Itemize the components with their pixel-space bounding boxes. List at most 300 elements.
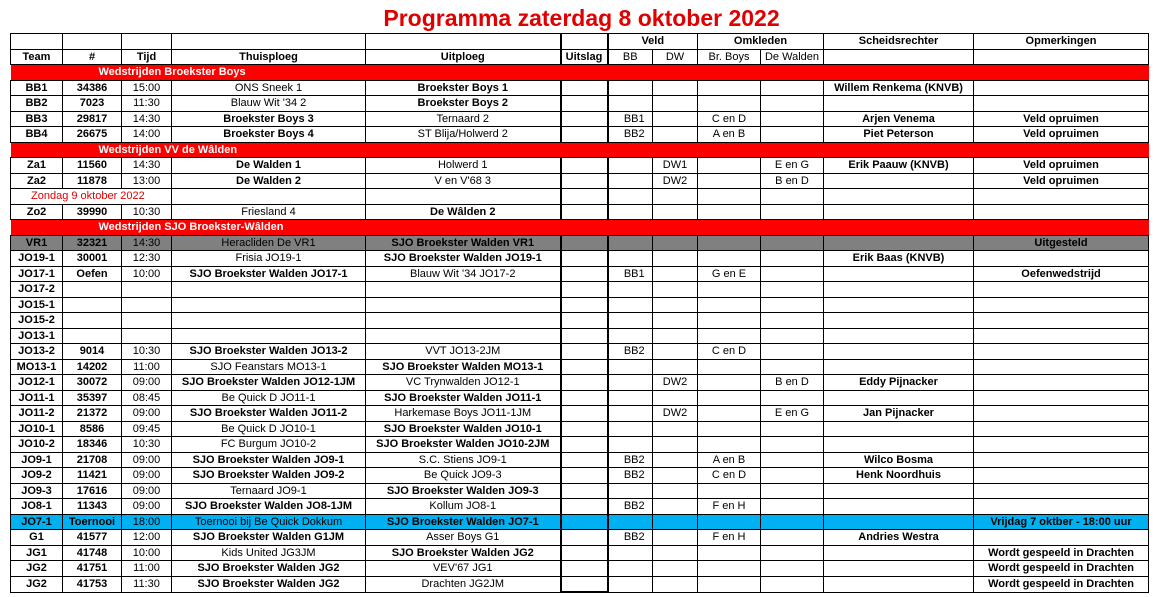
br-boys-cell <box>698 561 761 577</box>
bb-cell <box>608 483 653 499</box>
br-boys-cell: A en B <box>698 127 761 143</box>
referee-cell <box>824 344 974 360</box>
nr-cell: 21372 <box>63 406 122 422</box>
uitslag-cell <box>561 530 608 546</box>
dw-cell <box>653 297 698 313</box>
table-row <box>11 561 1149 577</box>
bb-cell <box>608 173 653 189</box>
team-cell: BB4 <box>11 127 63 143</box>
team-cell: JO9-3 <box>11 483 63 499</box>
uitslag-cell <box>561 251 608 267</box>
br-boys-cell <box>698 437 761 453</box>
table-row <box>11 375 1149 391</box>
col-thuisploeg: Thuisploeg <box>172 49 366 65</box>
home-team-cell: Toernooi bij Be Quick Dokkum <box>172 514 366 530</box>
referee-cell: Erik Baas (KNVB) <box>824 251 974 267</box>
uitslag-cell <box>561 282 608 298</box>
team-cell: JO19-1 <box>11 251 63 267</box>
nr-cell: 34386 <box>63 80 122 96</box>
referee-cell: Henk Noordhuis <box>824 468 974 484</box>
away-team-cell: Harkemase Boys JO11-1JM <box>366 406 561 422</box>
team-cell: JO12-1 <box>11 375 63 391</box>
bb-cell <box>608 514 653 530</box>
br-boys-cell <box>698 514 761 530</box>
br-boys-cell <box>698 204 761 220</box>
time-cell: 09:00 <box>122 452 172 468</box>
de-walden-cell: B en D <box>761 375 824 391</box>
de-walden-cell <box>761 204 824 220</box>
team-cell: Zo2 <box>11 204 63 220</box>
team-cell: JG2 <box>11 576 63 592</box>
note-cell <box>974 96 1149 112</box>
time-cell: 09:45 <box>122 421 172 437</box>
bb-cell: BB1 <box>608 266 653 282</box>
referee-cell <box>824 576 974 592</box>
bb-cell <box>608 235 653 251</box>
note-cell: Wordt gespeeld in Drachten <box>974 561 1149 577</box>
time-cell: 14:30 <box>122 158 172 174</box>
dw-cell: DW2 <box>653 173 698 189</box>
referee-cell <box>824 437 974 453</box>
home-team-cell <box>172 313 366 329</box>
away-team-cell: Asser Boys G1 <box>366 530 561 546</box>
nr-cell: 29817 <box>63 111 122 127</box>
br-boys-cell: F en H <box>698 530 761 546</box>
home-team-cell: De Walden 2 <box>172 173 366 189</box>
note-cell <box>974 421 1149 437</box>
away-team-cell: SJO Broekster Walden JO10-2JM <box>366 437 561 453</box>
dw-cell <box>653 344 698 360</box>
br-boys-cell <box>698 576 761 592</box>
team-cell: JG2 <box>11 561 63 577</box>
bb-cell <box>608 375 653 391</box>
nr-cell <box>63 313 122 329</box>
note-cell <box>974 328 1149 344</box>
away-team-cell <box>366 328 561 344</box>
referee-cell: Piet Peterson <box>824 127 974 143</box>
bb-cell <box>608 561 653 577</box>
team-cell: VR1 <box>11 235 63 251</box>
uitslag-cell <box>561 499 608 515</box>
time-cell: 11:30 <box>122 576 172 592</box>
bb-cell <box>608 297 653 313</box>
time-cell: 10:30 <box>122 437 172 453</box>
referee-cell <box>824 235 974 251</box>
empty-cell <box>172 189 366 205</box>
omkleden-header: Omkleden <box>698 34 824 50</box>
uitslag-cell <box>561 80 608 96</box>
referee-cell <box>824 390 974 406</box>
nr-cell: 8586 <box>63 421 122 437</box>
nr-cell: 30001 <box>63 251 122 267</box>
table-row <box>11 282 1149 298</box>
bb-cell <box>608 359 653 375</box>
de-walden-cell <box>761 251 824 267</box>
nr-cell <box>63 328 122 344</box>
team-cell: JO17-1 <box>11 266 63 282</box>
home-team-cell: SJO Broekster Walden JO11-2 <box>172 406 366 422</box>
de-walden-cell <box>761 499 824 515</box>
dw-cell <box>653 204 698 220</box>
away-team-cell <box>366 282 561 298</box>
away-team-cell: Broekster Boys 2 <box>366 96 561 112</box>
away-team-cell: Holwerd 1 <box>366 158 561 174</box>
section-title: Wedstrijden SJO Broekster-Wâlden <box>11 220 1149 236</box>
dw-cell <box>653 313 698 329</box>
time-cell: 08:45 <box>122 390 172 406</box>
team-cell: JO13-2 <box>11 344 63 360</box>
br-boys-cell <box>698 297 761 313</box>
nr-cell: 41577 <box>63 530 122 546</box>
empty-cell <box>608 189 653 205</box>
empty-cell <box>653 189 698 205</box>
br-boys-cell <box>698 545 761 561</box>
time-cell: 11:00 <box>122 359 172 375</box>
uitslag-cell <box>561 375 608 391</box>
de-walden-cell <box>761 235 824 251</box>
time-cell <box>122 313 172 329</box>
time-cell: 12:00 <box>122 530 172 546</box>
table-row <box>11 437 1149 453</box>
section-header-row <box>11 142 1149 158</box>
team-cell: BB1 <box>11 80 63 96</box>
away-team-cell: SJO Broekster Walden JO11-1 <box>366 390 561 406</box>
uitslag-cell <box>561 468 608 484</box>
bb-cell: BB2 <box>608 468 653 484</box>
dw-cell <box>653 328 698 344</box>
section-header-row <box>11 220 1149 236</box>
referee-cell <box>824 545 974 561</box>
empty-cell <box>561 189 608 205</box>
time-cell: 14:30 <box>122 111 172 127</box>
dw-cell <box>653 359 698 375</box>
section-title: Wedstrijden VV de Wâlden <box>11 142 1149 158</box>
table-row <box>11 390 1149 406</box>
br-boys-cell <box>698 282 761 298</box>
br-boys-cell <box>698 235 761 251</box>
note-cell <box>974 452 1149 468</box>
referee-cell: Willem Renkema (KNVB) <box>824 80 974 96</box>
nr-cell: 11343 <box>63 499 122 515</box>
br-boys-cell: F en H <box>698 499 761 515</box>
table-row <box>11 96 1149 112</box>
table-row <box>11 297 1149 313</box>
uitslag-cell <box>561 421 608 437</box>
bb-cell: BB1 <box>608 111 653 127</box>
time-cell: 09:00 <box>122 483 172 499</box>
time-cell: 10:00 <box>122 266 172 282</box>
dw-cell <box>653 111 698 127</box>
team-cell: Za1 <box>11 158 63 174</box>
de-walden-cell <box>761 514 824 530</box>
br-boys-cell: C en D <box>698 111 761 127</box>
section-title: Wedstrijden Broekster Boys <box>11 65 1149 81</box>
table-row <box>11 483 1149 499</box>
empty-cell <box>974 189 1149 205</box>
home-team-cell: SJO Broekster Walden JO8-1JM <box>172 499 366 515</box>
time-cell: 18:00 <box>122 514 172 530</box>
nr-cell: 11560 <box>63 158 122 174</box>
away-team-cell: ST Blija/Holwerd 2 <box>366 127 561 143</box>
referee-cell: Andries Westra <box>824 530 974 546</box>
br-boys-cell <box>698 158 761 174</box>
team-cell: JO7-1 <box>11 514 63 530</box>
col-dw: DW <box>653 49 698 65</box>
col-uitploeg: Uitploeg <box>366 49 561 65</box>
br-boys-cell <box>698 173 761 189</box>
table-row <box>11 344 1149 360</box>
nr-cell: 18346 <box>63 437 122 453</box>
away-team-cell: Blauw Wit '34 JO17-2 <box>366 266 561 282</box>
de-walden-cell <box>761 545 824 561</box>
referee-cell: Jan Pijnacker <box>824 406 974 422</box>
referee-cell <box>824 483 974 499</box>
de-walden-cell <box>761 80 824 96</box>
team-cell: Za2 <box>11 173 63 189</box>
note-cell: Uitgesteld <box>974 235 1149 251</box>
nr-cell: 11421 <box>63 468 122 484</box>
note-cell <box>974 80 1149 96</box>
dw-cell <box>653 483 698 499</box>
away-team-cell: Ternaard 2 <box>366 111 561 127</box>
empty-cell <box>824 189 974 205</box>
br-boys-cell: C en D <box>698 344 761 360</box>
home-team-cell: Friesland 4 <box>172 204 366 220</box>
br-boys-cell <box>698 483 761 499</box>
team-cell: JO10-2 <box>11 437 63 453</box>
dw-cell <box>653 390 698 406</box>
referee-cell: Wilco Bosma <box>824 452 974 468</box>
table-row <box>11 576 1149 592</box>
time-cell: 09:00 <box>122 468 172 484</box>
uitslag-cell <box>561 406 608 422</box>
note-cell <box>974 499 1149 515</box>
away-team-cell: De Wâlden 2 <box>366 204 561 220</box>
bb-cell: BB2 <box>608 344 653 360</box>
de-walden-cell: B en D <box>761 173 824 189</box>
table-row <box>11 127 1149 143</box>
br-boys-cell <box>698 359 761 375</box>
note-cell <box>974 359 1149 375</box>
dw-cell <box>653 545 698 561</box>
col-uitslag: Uitslag <box>561 49 608 65</box>
scheidsrechter-header: Scheidsrechter <box>824 34 974 50</box>
away-team-cell: Be Quick JO9-3 <box>366 468 561 484</box>
nr-cell: 14202 <box>63 359 122 375</box>
bb-cell <box>608 282 653 298</box>
home-team-cell: SJO Broekster Walden G1JM <box>172 530 366 546</box>
table-row <box>11 499 1149 515</box>
table-row <box>11 530 1149 546</box>
dw-cell <box>653 235 698 251</box>
note-cell <box>974 251 1149 267</box>
time-cell: 10:00 <box>122 545 172 561</box>
de-walden-cell <box>761 344 824 360</box>
time-cell: 14:00 <box>122 127 172 143</box>
home-team-cell: SJO Broekster Walden JG2 <box>172 561 366 577</box>
uitslag-cell <box>561 344 608 360</box>
away-team-cell: SJO Broekster Walden JG2 <box>366 545 561 561</box>
bb-cell <box>608 96 653 112</box>
home-team-cell: SJO Broekster Walden JO13-2 <box>172 344 366 360</box>
referee-cell <box>824 204 974 220</box>
home-team-cell: SJO Broekster Walden JO17-1 <box>172 266 366 282</box>
time-cell: 11:30 <box>122 96 172 112</box>
bb-cell <box>608 390 653 406</box>
uitslag-cell <box>561 235 608 251</box>
time-cell: 09:00 <box>122 375 172 391</box>
nr-cell: 32321 <box>63 235 122 251</box>
note-cell <box>974 375 1149 391</box>
uitslag-cell <box>561 452 608 468</box>
table-row <box>11 235 1149 251</box>
de-walden-cell <box>761 96 824 112</box>
note-cell: Wordt gespeeld in Drachten <box>974 576 1149 592</box>
time-cell: 11:00 <box>122 561 172 577</box>
referee-cell <box>824 313 974 329</box>
column-header-row <box>11 49 1149 65</box>
uitslag-cell <box>561 173 608 189</box>
note-cell <box>974 390 1149 406</box>
bb-cell <box>608 204 653 220</box>
dw-cell <box>653 421 698 437</box>
table-row <box>11 251 1149 267</box>
nr-cell: Toernooi <box>63 514 122 530</box>
dw-cell: DW2 <box>653 406 698 422</box>
uitslag-cell <box>561 313 608 329</box>
team-cell: JO13-1 <box>11 328 63 344</box>
uitslag-cell <box>561 437 608 453</box>
note-cell: Veld opruimen <box>974 158 1149 174</box>
time-cell <box>122 282 172 298</box>
team-cell: JO8-1 <box>11 499 63 515</box>
dw-cell: DW1 <box>653 158 698 174</box>
table-row <box>11 359 1149 375</box>
time-cell: 10:30 <box>122 344 172 360</box>
bb-cell <box>608 80 653 96</box>
home-team-cell: Frisia JO19-1 <box>172 251 366 267</box>
referee-cell <box>824 514 974 530</box>
uitslag-cell <box>561 127 608 143</box>
bb-cell: BB2 <box>608 530 653 546</box>
dw-cell <box>653 561 698 577</box>
home-team-cell: De Walden 1 <box>172 158 366 174</box>
away-team-cell <box>366 297 561 313</box>
col-team: Team <box>11 49 63 65</box>
nr-cell: 41753 <box>63 576 122 592</box>
table-row <box>11 406 1149 422</box>
br-boys-cell <box>698 313 761 329</box>
referee-cell <box>824 499 974 515</box>
uitslag-cell <box>561 111 608 127</box>
br-boys-cell <box>698 390 761 406</box>
uitslag-cell <box>561 328 608 344</box>
referee-cell <box>824 173 974 189</box>
home-team-cell: Ternaard JO9-1 <box>172 483 366 499</box>
de-walden-cell <box>761 313 824 329</box>
uitslag-cell <box>561 297 608 313</box>
col-de-walden: De Walden <box>761 49 824 65</box>
away-team-cell: V en V'68 3 <box>366 173 561 189</box>
br-boys-cell: G en E <box>698 266 761 282</box>
away-team-cell: Broekster Boys 1 <box>366 80 561 96</box>
schedule-body <box>11 34 1149 593</box>
dw-cell <box>653 266 698 282</box>
nr-cell: 17616 <box>63 483 122 499</box>
nr-cell: 39990 <box>63 204 122 220</box>
de-walden-cell <box>761 561 824 577</box>
time-cell: 14:30 <box>122 235 172 251</box>
away-team-cell: SJO Broekster Walden JO10-1 <box>366 421 561 437</box>
nr-cell: 41748 <box>63 545 122 561</box>
team-cell: JO11-2 <box>11 406 63 422</box>
uitslag-cell <box>561 359 608 375</box>
dw-cell <box>653 96 698 112</box>
dw-cell <box>653 80 698 96</box>
uitslag-cell <box>561 204 608 220</box>
nr-cell: 9014 <box>63 344 122 360</box>
de-walden-cell <box>761 359 824 375</box>
home-team-cell: FC Burgum JO10-2 <box>172 437 366 453</box>
note-cell: Veld opruimen <box>974 111 1149 127</box>
bb-cell: BB2 <box>608 452 653 468</box>
de-walden-cell <box>761 111 824 127</box>
dw-cell <box>653 468 698 484</box>
time-cell: 13:00 <box>122 173 172 189</box>
uitslag-cell <box>561 266 608 282</box>
bb-cell <box>608 313 653 329</box>
team-cell: JO9-2 <box>11 468 63 484</box>
uitslag-cell <box>561 96 608 112</box>
nr-cell: 7023 <box>63 96 122 112</box>
col-ref <box>824 49 974 65</box>
note-cell <box>974 313 1149 329</box>
br-boys-cell <box>698 251 761 267</box>
table-row <box>11 158 1149 174</box>
note-cell: Wordt gespeeld in Drachten <box>974 545 1149 561</box>
team-cell: G1 <box>11 530 63 546</box>
sunday-date: Zondag 9 oktober 2022 <box>11 189 172 205</box>
referee-cell: Arjen Venema <box>824 111 974 127</box>
note-cell: Vrijdag 7 oktber - 18:00 uur <box>974 514 1149 530</box>
nr-cell: 30072 <box>63 375 122 391</box>
nr-cell <box>63 297 122 313</box>
home-team-cell: SJO Broekster Walden JO9-1 <box>172 452 366 468</box>
table-row <box>11 545 1149 561</box>
referee-cell <box>824 561 974 577</box>
bb-cell <box>608 437 653 453</box>
group-header-row <box>11 34 1149 50</box>
page-title: Programma zaterdag 8 oktober 2022 <box>383 5 780 31</box>
de-walden-cell <box>761 437 824 453</box>
de-walden-cell <box>761 390 824 406</box>
bb-cell: BB2 <box>608 127 653 143</box>
dw-cell: DW2 <box>653 375 698 391</box>
time-cell <box>122 328 172 344</box>
away-team-cell: SJO Broekster Walden JO19-1 <box>366 251 561 267</box>
dw-cell <box>653 530 698 546</box>
nr-cell: 11878 <box>63 173 122 189</box>
br-boys-cell <box>698 328 761 344</box>
time-cell: 09:00 <box>122 406 172 422</box>
home-team-cell: Be Quick D JO11-1 <box>172 390 366 406</box>
dw-cell <box>653 452 698 468</box>
de-walden-cell <box>761 483 824 499</box>
schedule-table <box>10 33 1149 593</box>
away-team-cell: VC Trynwalden JO12-1 <box>366 375 561 391</box>
de-walden-cell <box>761 328 824 344</box>
team-cell: BB2 <box>11 96 63 112</box>
